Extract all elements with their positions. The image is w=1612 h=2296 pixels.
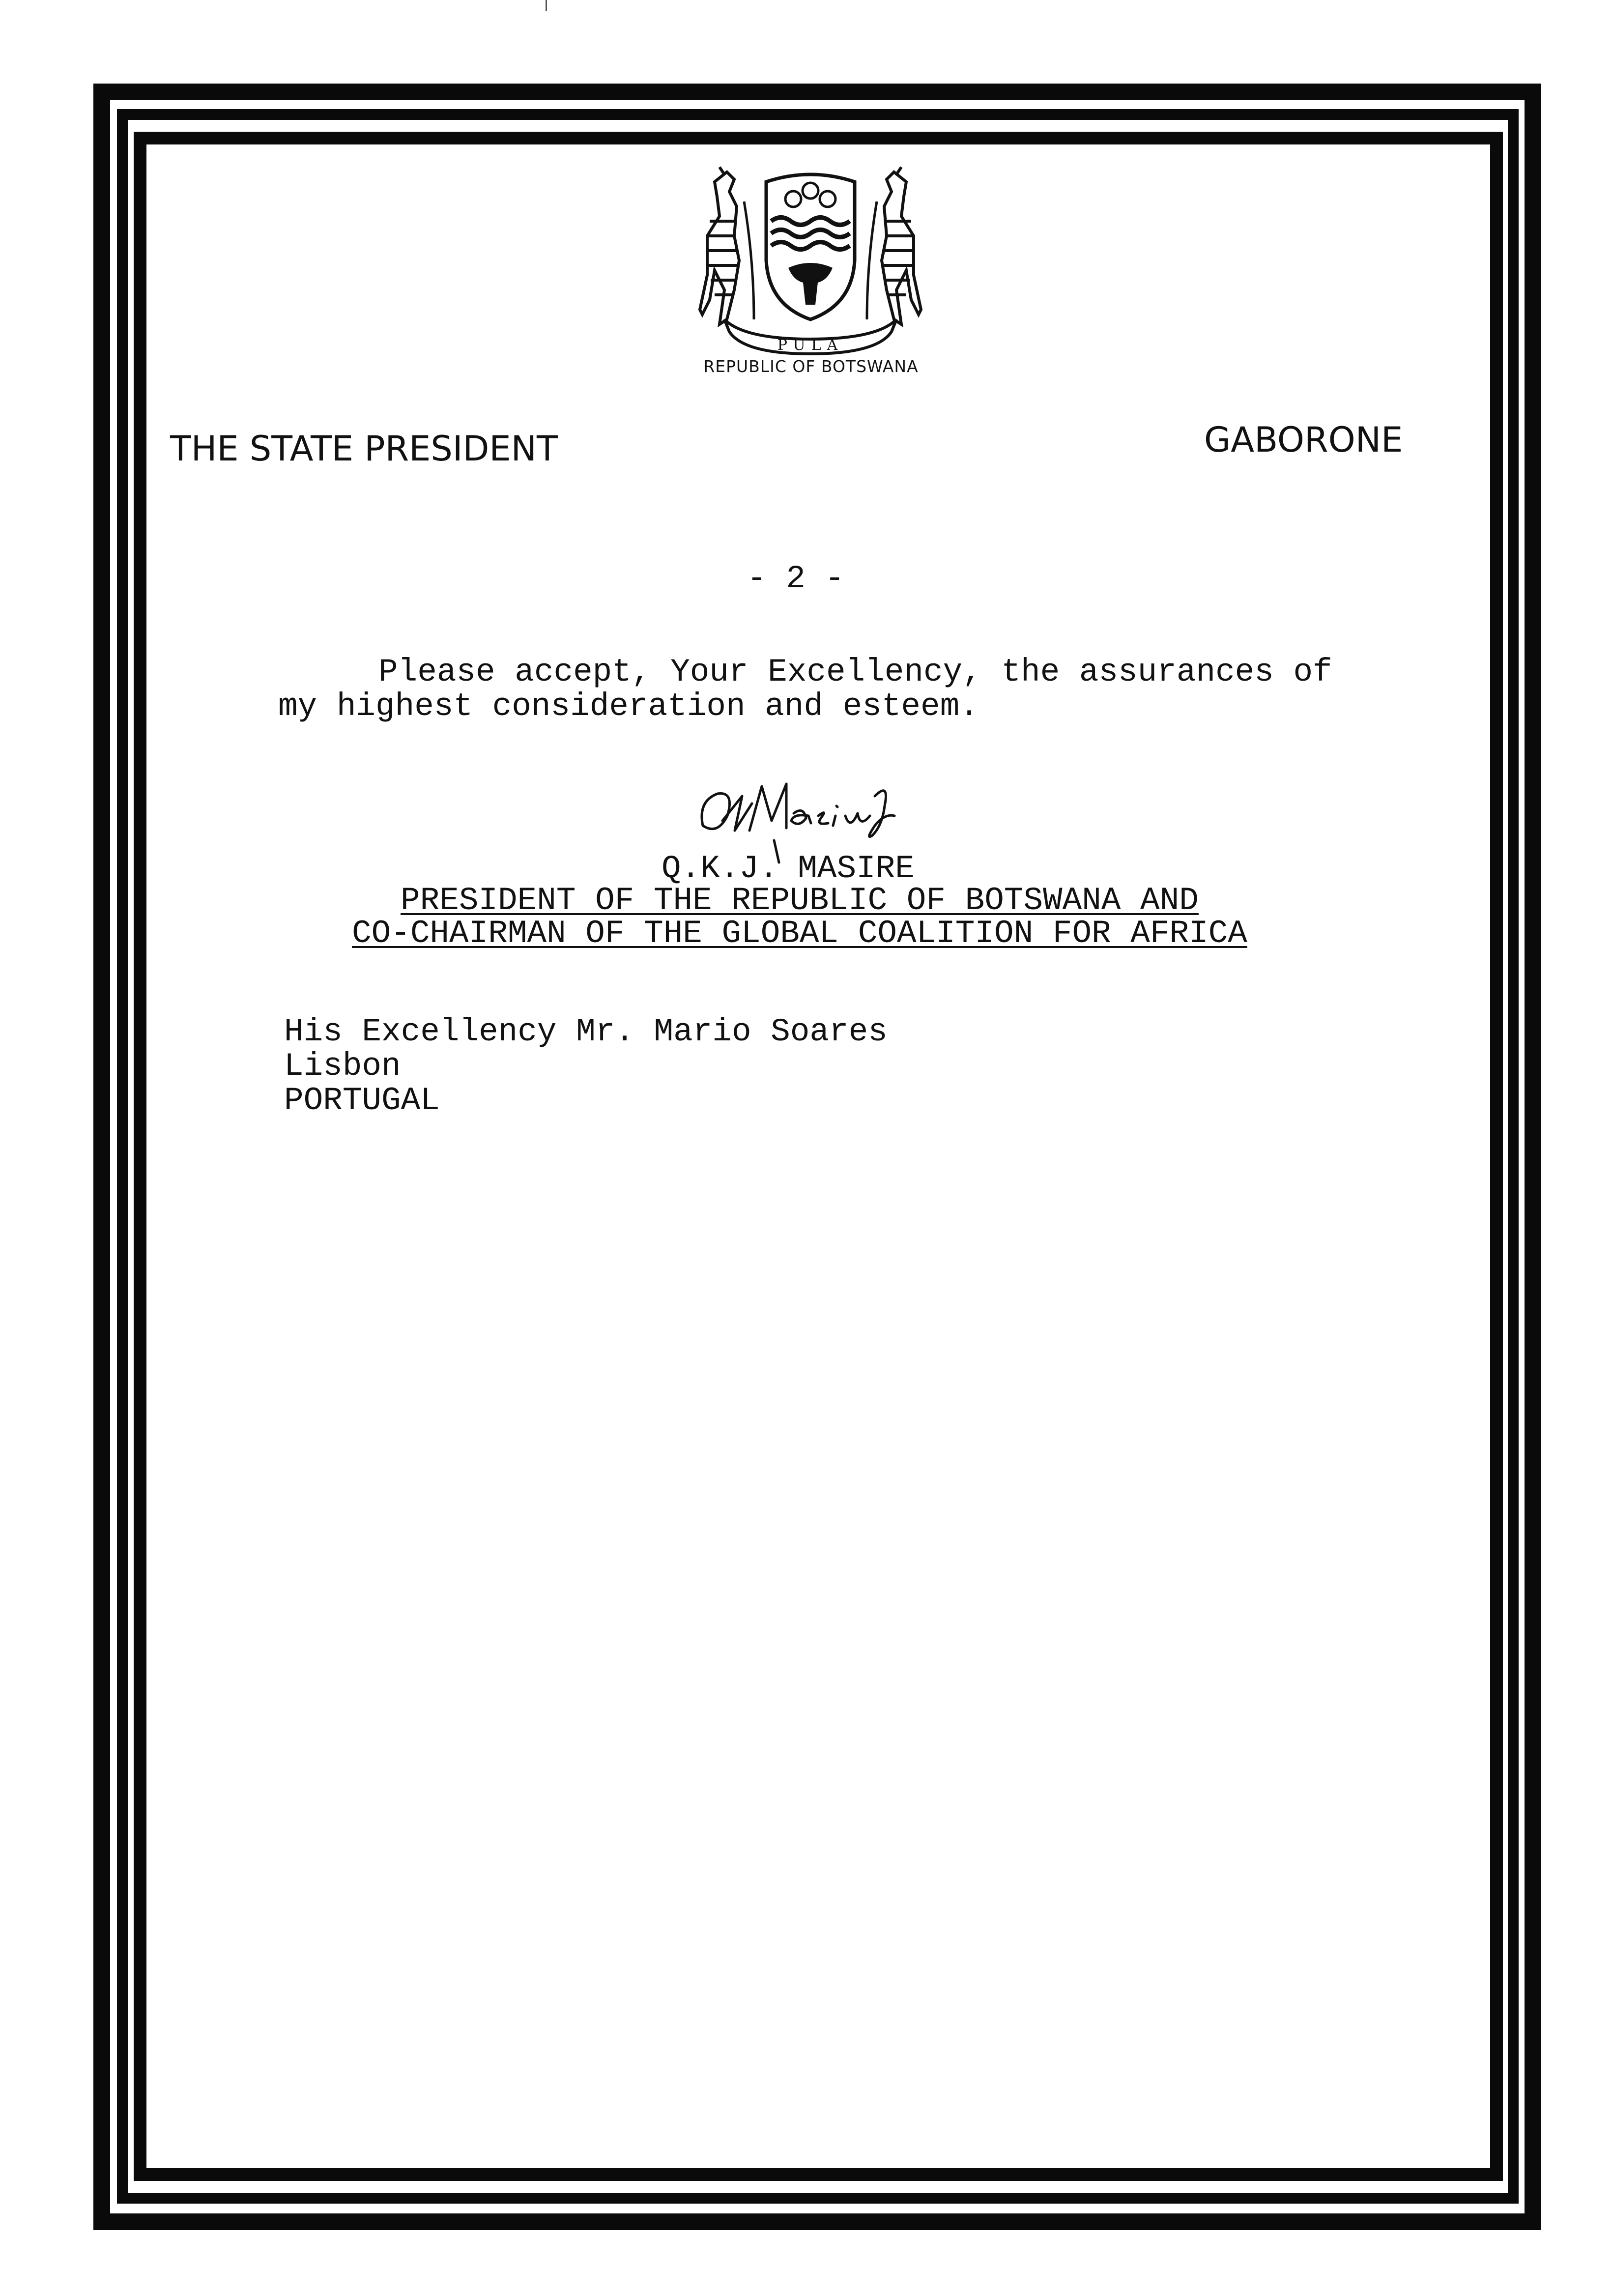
city-heading: GABORONE (1204, 420, 1403, 460)
recipient-city: Lisbon (284, 1048, 401, 1085)
signer-title: PRESIDENT OF THE REPUBLIC OF BOTSWANA AND (401, 882, 1199, 919)
republic-label: REPUBLIC OF BOTSWANA (703, 357, 919, 376)
motto-text: PULA (777, 337, 844, 354)
scan-mark (546, 0, 547, 11)
signer-name: Q.K.J. MASIRE (662, 850, 915, 887)
recipient-name: His Excellency Mr. Mario Soares (284, 1013, 888, 1050)
closing-line: my highest consideration and esteem. (278, 688, 979, 725)
signer-title: CO-CHAIRMAN OF THE GLOBAL COALITION FOR AFRICA (352, 915, 1247, 952)
recipient-country: PORTUGAL (284, 1082, 440, 1119)
office-heading: THE STATE PRESIDENT (170, 429, 558, 469)
page-number: - 2 - (747, 560, 845, 597)
closing-line: Please accept, Your Excellency, the assurances of (378, 654, 1332, 690)
coat-of-arms-icon (680, 162, 941, 359)
